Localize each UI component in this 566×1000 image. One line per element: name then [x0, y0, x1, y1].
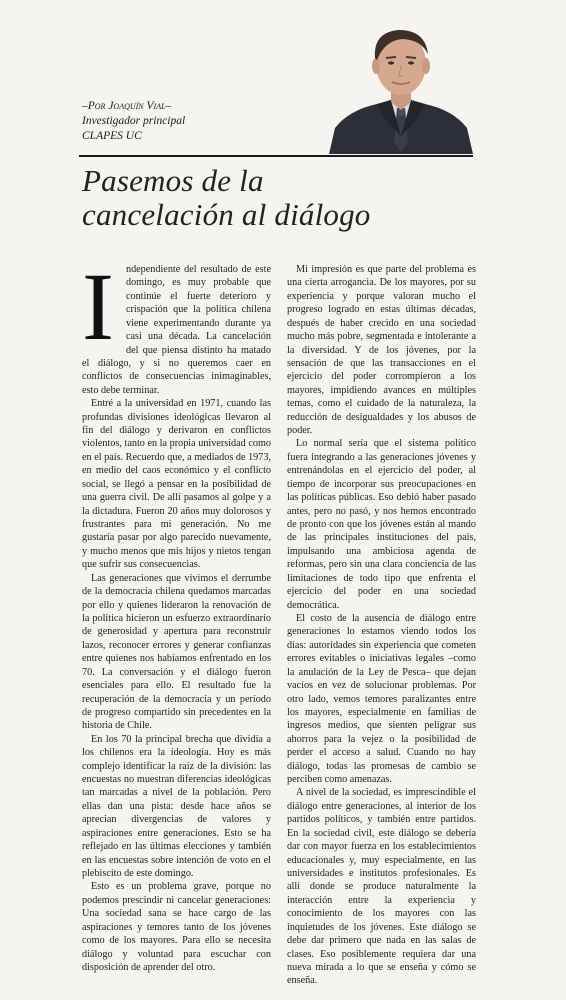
article-paragraph: Esto es un problema grave, porque no podemos prescindir ni cancelar generaciones: Una sociedad sana se hace cargo de las aspiraciones y temores tanto de los jóvenes como de los mayores. Para ello se necesita diálogo y voluntad para escuchar con disposición de aprender del otro.: [82, 881, 271, 973]
article-column-left: [82, 253, 271, 974]
byline: [82, 99, 322, 144]
header-rule: [79, 155, 473, 157]
article-paragraph: El costo de la ausencia de diálogo entre generaciones lo estamos viendo todos los días: autoridades sin experiencia que cometen errores evitables o iniciativas legales –como la anulación de la Ley de Pesca– que dejan vacíos en vez de solucionar problemas. Por otro lado, vemos temores paralizantes entre los mayores, especialmente en familias de ingresos medios, que sienten peligrar sus ahorros para la vejez o la posibilidad de perder el acceso a salud. Cuando no hay diálogo, todas las promesas de cambio se perciben como amenazas.: [287, 612, 476, 786]
article-headline: [82, 164, 472, 232]
article-paragraph: En los 70 la principal brecha que dividía a los chilenos era la ideología. Hoy es más complejo identificar la raíz de la división: las encuestas no muestran diferencias ideológicas tan marcadas a nivel de la población. Pero ellas dan una pista: desde hace años se aprecian divergencias de valores y aspiraciones entre generaciones. Esto se ha reflejado en las últimas elecciones y también en las encuestas sobre intención de voto en el plebiscito de este domingo.: [82, 733, 271, 879]
article-column-right: [287, 263, 476, 988]
article-paragraph: A nivel de la sociedad, es imprescindible el diálogo entre generaciones, al interior de los partidos políticos, y también entre partidos. En la sociedad civil, este diálogo se debería dar con mayor fuerza en los establecimientos educacionales y, muy especialmente, en las universidades e institutos profesionales. Es allí donde se produce naturalmente la interacción entre la experiencia y conocimiento de los mayores con las inquietudes de los jóvenes. Este diálogo se debe dar primero que nada en las salas de clases. Eso posiblemente requiera dar una nueva mirada a lo que se enseña y cómo se enseña.: [287, 787, 476, 987]
article-paragraph: Lo normal sería que el sistema político fuera integrando a las generaciones jóvenes y entrenándolas en el ejercicio del poder, al tiempo de incorporar sus preocupaciones en las políticas públicas. Eso debió haber pasado antes, pero no pasó, y nos hemos encontrado de pronto con que los jóvenes están al mando de las principales instituciones del país, impulsando una ambiciosa agenda de reformas, pero sin una clara conciencia de las limitaciones de todo tipo que enfrenta el ejercicio del poder en una sociedad democrática.: [287, 438, 476, 611]
author-role: Investigador principal: [82, 115, 186, 127]
article-paragraph: Mi impresión es que parte del problema es una cierta arrogancia. De los mayores, por su experiencia y porque valoran mucho el progreso logrado en estas últimas décadas, después de haber crecido en una sociedad mucho más pobre, segmentada e intolerante a la diversidad. Y de los jóvenes, por la sensación de que las transacciones en el ejercicio del poder corrompieron a los mayores, impidiendo avances en múltiples temas, como el cuidado de la naturaleza, la reducción de desigualdades y los abusos de poder.: [287, 264, 476, 437]
article-paragraph: Las generaciones que vivimos el derrumbe de la democracia chilena quedamos marcadas por ello y quienes lideraron la renovación de la política hicieron un esfuerzo extraordinario de generosidad y apertura para reconstruir lazos, reconocer errores y generar confianzas entre quienes nos habíamos enfrentado en los 70. La conversación y el diálogo fueron esenciales para ello. El resultado fue la recuperación de la democracia y un período de progreso compartido sin precedentes en la historia de Chile.: [82, 572, 271, 732]
article-paragraph: I ndependiente del resultado de este domingo, es muy probable que continúe el fuerte deterioro y crispación que la política chilena viene experimentando durante ya casi una década. La cancelación del que piensa distinto ha matado el diálogo, y si no queremos caer en conflictos de consecuencias inimaginables, esto debe terminar.: [82, 253, 271, 396]
author-photo: [329, 24, 473, 154]
headline-line-1: Pasemos de la: [82, 163, 264, 198]
article-paragraph: Entré a la universidad en 1971, cuando las profundas divisiones ideológicas llevaron al fin del diálogo y derivaron en conflictos violentos, tanto en la propia universidad como en el país. Recuerdo que, a mediados de 1973, en medio del caos económico y el conflicto social, se llegó a pensar en la posibilidad de una guerra civil. De allí pasamos al golpe y a la dictadura. Fueron 20 años muy dolorosos y frustrantes para mi generación. No me gustaría pasar por algo parecido nuevamente, y mucho menos que mis hijos y nietos tengan que sufrir sus consecuencias.: [82, 398, 271, 571]
headline-line-2: cancelación al diálogo: [82, 197, 371, 232]
drop-cap: I: [82, 253, 114, 360]
author-org: CLAPES UC: [82, 130, 142, 142]
author-name: –Por Joaquín Vial–: [82, 100, 172, 112]
